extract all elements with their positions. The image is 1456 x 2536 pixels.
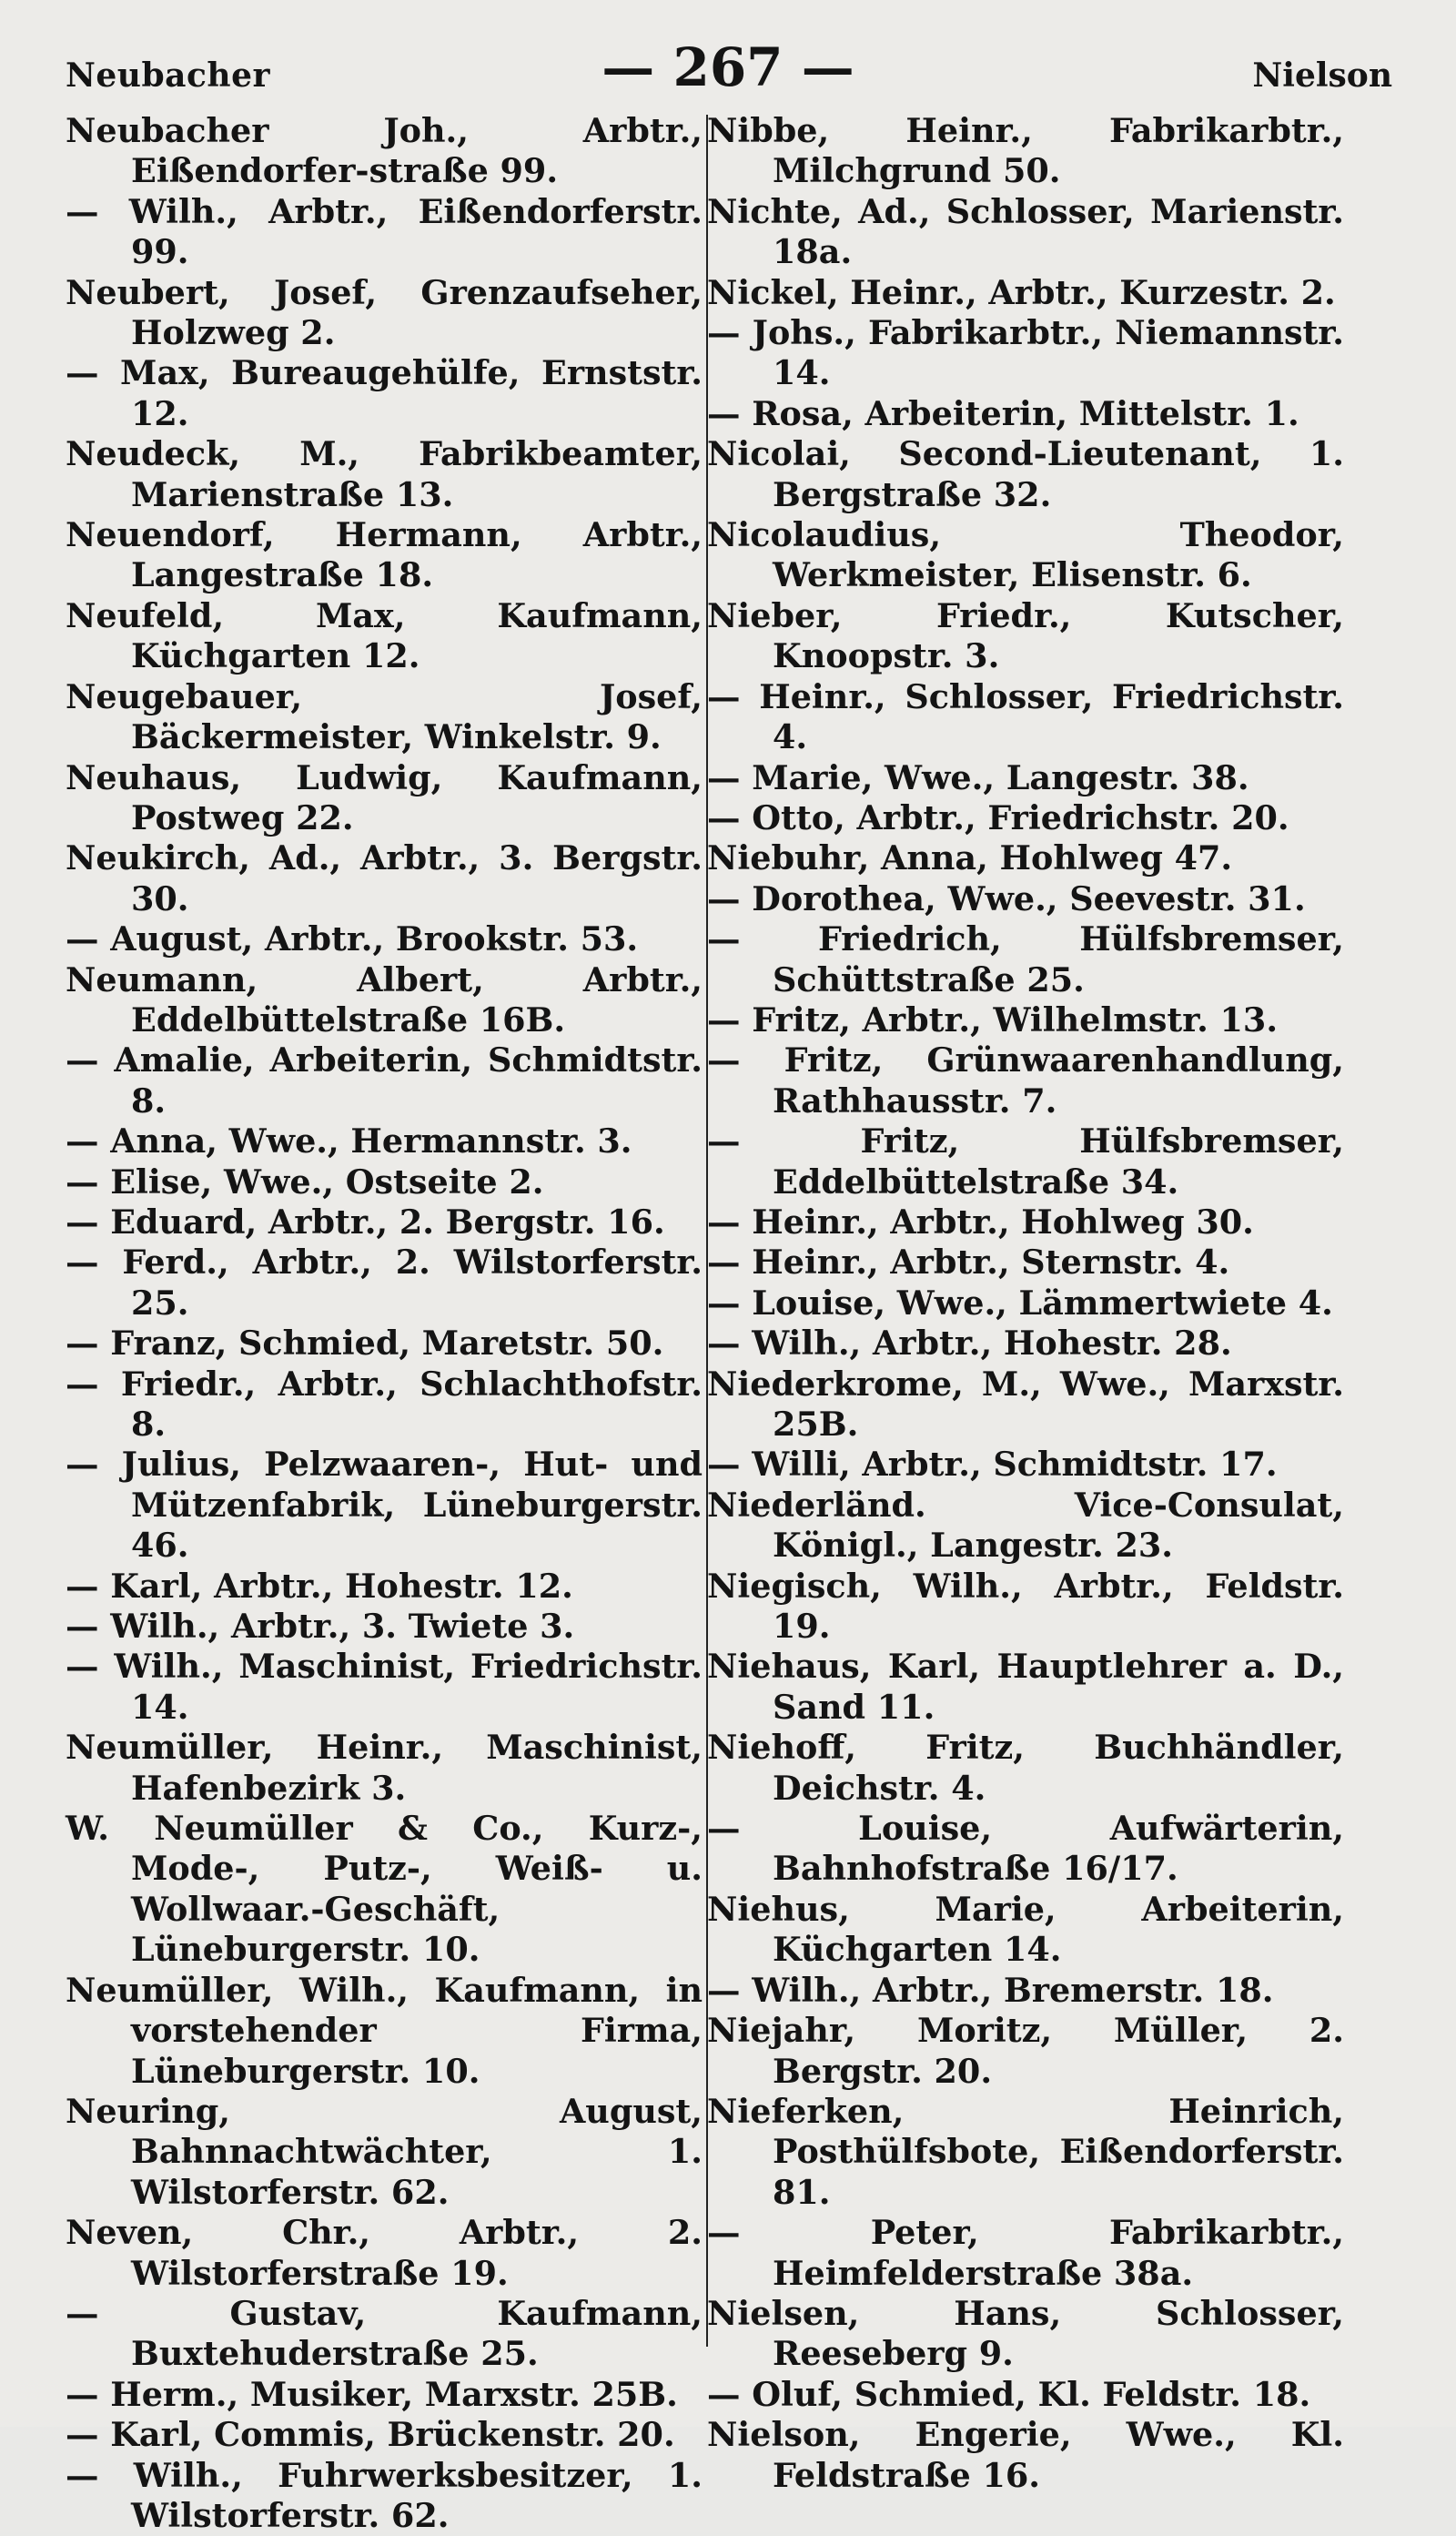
directory-entry: — Willi, Arbtr., Schmidtstr. 17. bbox=[707, 1445, 1278, 1485]
directory-entry: — Wilh., Arbtr., 3. Twiete 3. bbox=[66, 1607, 575, 1647]
directory-entry: Neufeld, Max, Kaufmann, Küchgarten 12. bbox=[66, 595, 703, 676]
directory-entry: — Friedrich, Hülfsbremser, Schüttstraße 25. bbox=[707, 919, 1344, 999]
directory-entry: Neven, Chr., Arbtr., 2. Wilstorferstraße 19. bbox=[66, 2213, 703, 2293]
directory-entry: Neumann, Albert, Arbtr., Eddelbüttelstraße 16B. bbox=[66, 959, 703, 1040]
directory-entry: — Fritz, Arbtr., Wilhelmstr. 13. bbox=[707, 999, 1279, 1040]
directory-entry: Neumüller, Heinr., Maschinist, Hafenbezirk 3. bbox=[66, 1728, 703, 1808]
directory-entry: Nielsen, Hans, Schlosser, Reeseberg 9. bbox=[707, 2293, 1344, 2374]
directory-entry: Niederkrome, M., Wwe., Marxstr. 25B. bbox=[707, 1364, 1344, 1444]
directory-entry: Nicolaudius, Theodor, Werkmeister, Elisenstr. 6. bbox=[707, 515, 1344, 595]
directory-entry: — Wilh., Fuhrwerksbesitzer, 1. Wilstorferstr. 62. bbox=[66, 2455, 703, 2535]
directory-entry: Neubacher Joh., Arbtr., Eißendorfer-straße 99. bbox=[66, 111, 703, 191]
directory-entry: — Franz, Schmied, Maretstr. 50. bbox=[66, 1324, 664, 1364]
directory-entry: Neudeck, M., Fabrikbeamter, Marienstraße 13. bbox=[66, 434, 703, 514]
directory-entry: — Eduard, Arbtr., 2. Bergstr. 16. bbox=[66, 1202, 665, 1242]
directory-entry: — Marie, Wwe., Langestr. 38. bbox=[707, 757, 1249, 797]
header-left-keyword: Neubacher bbox=[66, 56, 270, 95]
directory-entry: — Karl, Commis, Brückenstr. 20. bbox=[66, 2415, 675, 2455]
directory-entry: — Peter, Fabrikarbtr., Heimfelderstraße 38a. bbox=[707, 2213, 1344, 2293]
directory-entry: Neuendorf, Hermann, Arbtr., Langestraße 18. bbox=[66, 515, 703, 595]
directory-entry: — Heinr., Arbtr., Hohlweg 30. bbox=[707, 1202, 1254, 1242]
directory-entry: Neuring, August, Bahnnachtwächter, 1. Wilstorferstr. 62. bbox=[66, 2091, 703, 2212]
directory-entry: — Heinr., Arbtr., Sternstr. 4. bbox=[707, 1243, 1230, 1283]
directory-entry: — Rosa, Arbeiterin, Mittelstr. 1. bbox=[707, 393, 1299, 433]
directory-entry: — Wilh., Arbtr., Bremerstr. 18. bbox=[707, 1970, 1274, 2010]
directory-entry: Nibbe, Heinr., Fabrikarbtr., Milchgrund 50. bbox=[707, 111, 1344, 191]
directory-entry: — August, Arbtr., Brookstr. 53. bbox=[66, 919, 639, 959]
directory-entry: Niehaus, Karl, Hauptlehrer a. D., Sand 11. bbox=[707, 1647, 1344, 1727]
directory-entry: — Wilh., Arbtr., Hohestr. 28. bbox=[707, 1324, 1232, 1364]
directory-entry: — Julius, Pelzwaaren-, Hut- und Mützenfabrik, Lüneburgerstr. 46. bbox=[66, 1445, 703, 1566]
directory-entry: Niejahr, Moritz, Müller, 2. Bergstr. 20. bbox=[707, 2011, 1344, 2091]
left-column bbox=[66, 111, 703, 2536]
directory-entry: — Max, Bureaugehülfe, Ernststr. 12. bbox=[66, 353, 703, 433]
directory-entry: — Anna, Wwe., Hermannstr. 3. bbox=[66, 1121, 632, 1161]
directory-entry: Niederländ. Vice-Consulat, Königl., Langestr. 23. bbox=[707, 1485, 1344, 1566]
directory-entry: — Elise, Wwe., Ostseite 2. bbox=[66, 1161, 544, 1202]
directory-entry: Niebuhr, Anna, Hohlweg 47. bbox=[707, 838, 1233, 878]
directory-entry: Neubert, Josef, Grenzaufseher, Holzweg 2. bbox=[66, 272, 703, 353]
running-head bbox=[0, 36, 1456, 100]
directory-entry: — Wilh., Arbtr., Eißendorferstr. 99. bbox=[66, 191, 703, 272]
directory-entry: Nicolai, Second-Lieutenant, 1. Bergstraße 32. bbox=[707, 434, 1344, 514]
directory-entry: Nieferken, Heinrich, Posthülfsbote, Eißendorferstr. 81. bbox=[707, 2091, 1344, 2212]
directory-entry: Nieber, Friedr., Kutscher, Knoopstr. 3. bbox=[707, 595, 1344, 676]
directory-entry: Nielson, Engerie, Wwe., Kl. Feldstraße 16. bbox=[707, 2415, 1344, 2495]
directory-entry: Neumüller, Wilh., Kaufmann, in vorstehender Firma, Lüneburgerstr. 10. bbox=[66, 1970, 703, 2091]
directory-entry: — Gustav, Kaufmann, Buxtehuderstraße 25. bbox=[66, 2293, 703, 2374]
directory-entry: — Oluf, Schmied, Kl. Feldstr. 18. bbox=[707, 2374, 1311, 2414]
directory-entry: — Friedr., Arbtr., Schlachthofstr. 8. bbox=[66, 1364, 703, 1444]
directory-entry: Niehoff, Fritz, Buchhändler, Deichstr. 4. bbox=[707, 1728, 1344, 1808]
directory-entry: — Ferd., Arbtr., 2. Wilstorferstr. 25. bbox=[66, 1243, 703, 1323]
directory-entry: Nichte, Ad., Schlosser, Marienstr. 18a. bbox=[707, 191, 1344, 272]
directory-entry: Niegisch, Wilh., Arbtr., Feldstr. 19. bbox=[707, 1566, 1344, 1647]
directory-entry: — Wilh., Maschinist, Friedrichstr. 14. bbox=[66, 1647, 703, 1727]
directory-entry: — Heinr., Schlosser, Friedrichstr. 4. bbox=[707, 676, 1344, 757]
directory-entry: — Louise, Wwe., Lämmertwiete 4. bbox=[707, 1283, 1333, 1323]
directory-entry: Nickel, Heinr., Arbtr., Kurzestr. 2. bbox=[707, 272, 1336, 312]
directory-entry: — Louise, Aufwärterin, Bahnhofstraße 16/17. bbox=[707, 1809, 1344, 1889]
directory-entry: Niehus, Marie, Arbeiterin, Küchgarten 14. bbox=[707, 1889, 1344, 1970]
directory-entry: Neuhaus, Ludwig, Kaufmann, Postweg 22. bbox=[66, 757, 703, 837]
directory-entry: — Dorothea, Wwe., Seevestr. 31. bbox=[707, 878, 1306, 918]
directory-entry: — Amalie, Arbeiterin, Schmidtstr. 8. bbox=[66, 1040, 703, 1121]
directory-entry: W. Neumüller & Co., Kurz-, Mode-, Putz-, Weiß- u. Wollwaar.-Geschäft, Lüneburgerstr. 10. bbox=[66, 1809, 703, 1970]
directory-entry: — Fritz, Grünwaarenhandlung, Rathhausstr. 7. bbox=[707, 1040, 1344, 1121]
directory-entry: — Otto, Arbtr., Friedrichstr. 20. bbox=[707, 797, 1289, 837]
directory-entry: — Johs., Fabrikarbtr., Niemannstr. 14. bbox=[707, 313, 1344, 393]
directory-entry: Neugebauer, Josef, Bäckermeister, Winkelstr. 9. bbox=[66, 676, 703, 757]
directory-entry: — Fritz, Hülfsbremser, Eddelbüttelstraße 34. bbox=[707, 1121, 1344, 1202]
directory-entry: — Karl, Arbtr., Hohestr. 12. bbox=[66, 1566, 573, 1606]
directory-entry: Neukirch, Ad., Arbtr., 3. Bergstr. 30. bbox=[66, 838, 703, 918]
right-column bbox=[707, 111, 1344, 2496]
header-right-keyword: Nielson bbox=[1252, 56, 1392, 95]
directory-entry: — Herm., Musiker, Marxstr. 25B. bbox=[66, 2374, 678, 2414]
page-number: — 267 — bbox=[602, 36, 854, 98]
